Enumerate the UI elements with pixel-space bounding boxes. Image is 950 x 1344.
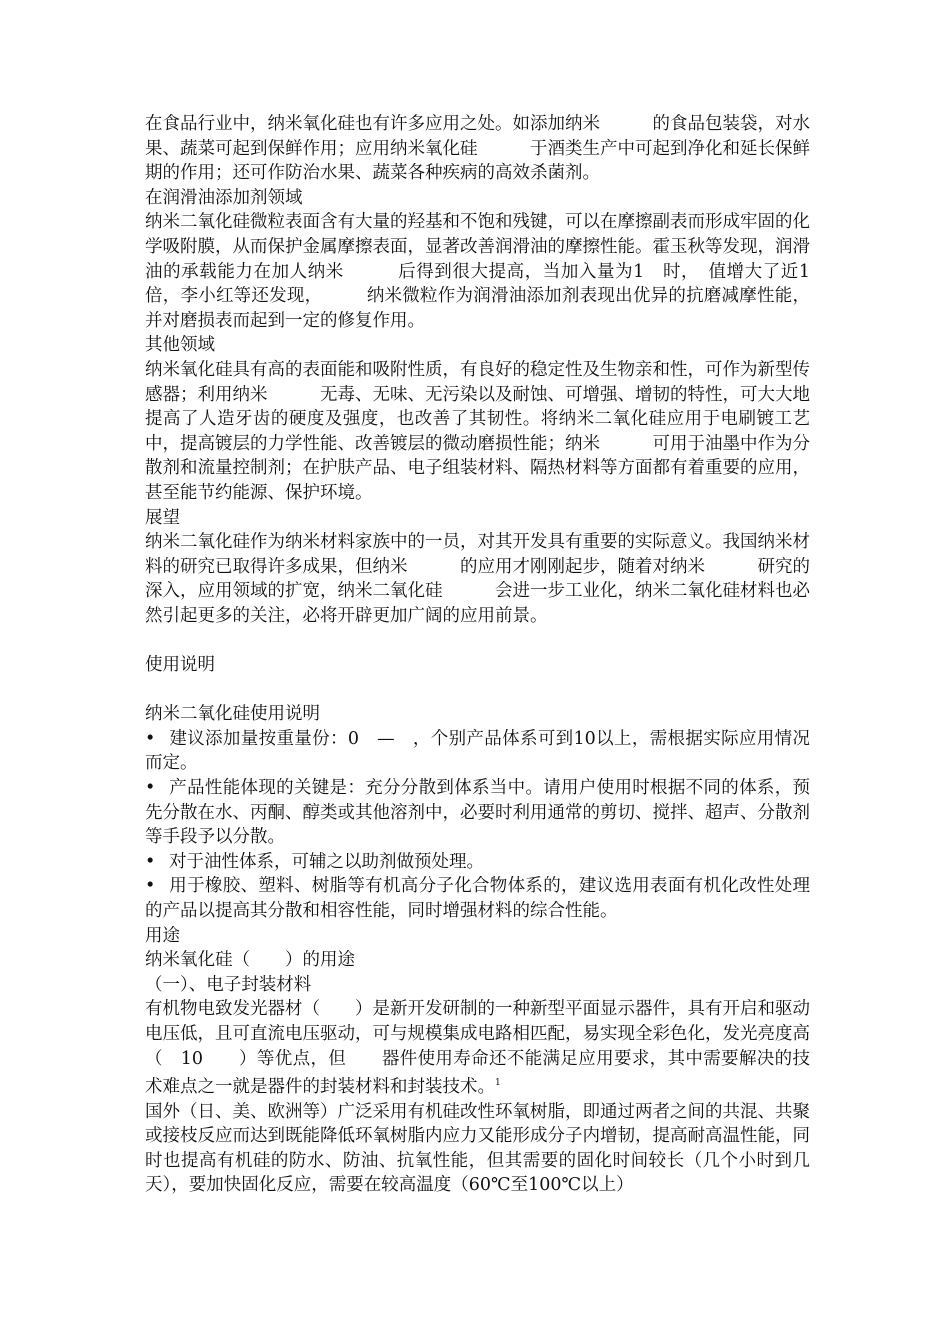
section-heading xyxy=(145,973,810,998)
paragraph xyxy=(145,1100,810,1198)
bullet-text: 用于橡胶、塑料、树脂等有机高分子化合物体系的，建议选用表面有机化改性处理的产品以提高其分散和相容性能，同时增强材料的综合性能。 xyxy=(145,876,810,921)
document-body xyxy=(145,112,810,1198)
paragraph xyxy=(145,358,810,506)
heading-text: 在润滑油添加剂领域 xyxy=(145,187,303,208)
section-heading xyxy=(145,702,810,727)
heading-text: 展望 xyxy=(145,507,180,528)
section-heading xyxy=(145,506,810,531)
heading-text: 用途 xyxy=(145,925,180,946)
blank-line xyxy=(145,678,810,703)
heading-text: （一）、电子封装材料 xyxy=(145,974,312,995)
bullet-list-item xyxy=(145,850,810,875)
bullet-list-item xyxy=(145,727,810,776)
bullet-marker: • xyxy=(145,876,156,897)
blank-line xyxy=(145,628,810,653)
heading-text: 其他领域 xyxy=(145,335,215,356)
section-heading xyxy=(145,186,810,211)
paragraph xyxy=(145,112,810,186)
paragraph-text: 纳米二氧化硅微粒表面含有大量的羟基和不饱和残键，可以在摩擦副表而形成牢固的化学吸附膜，从而保护金属摩擦表面，显著改善润滑油的摩擦性能。霍玉秋等发现，润滑油的承载能力在加人纳米 后得到很大提高，当加入量为1 时， 值增大了近1倍，李小红等还发现， 纳米微粒作为润滑油添加剂表现出优异的抗磨减摩性能，并对磨损表而起到一定的修复作用。 xyxy=(145,212,810,331)
paragraph xyxy=(145,997,810,1099)
section-heading xyxy=(145,948,810,973)
section-heading xyxy=(145,333,810,358)
section-heading xyxy=(145,653,810,678)
heading-text: 使用说明 xyxy=(145,655,215,676)
footnote-marker: 1 xyxy=(495,1078,501,1089)
bullet-list-item xyxy=(145,776,810,850)
paragraph-text: 纳米氧化硅具有高的表面能和吸附性质，有良好的稳定性及生物亲和性，可作为新型传感器；利用纳米 无毒、无味、无污染以及耐蚀、可增强、增韧的特性，可大大地提高了人造牙齿的硬度及强度，也改善了其韧性。将纳米二氧化硅应用于电刷镀工艺中，提高镀层的力学性能、改善镀层的微动磨损性能；纳米 可用于油墨中作为分散剂和流量控制剂；在护肤产品、电子组装材料、隔热材料等方面都有着重要的应用，甚至能节约能源、保护环境。 xyxy=(145,359,810,503)
paragraph-text: 有机物电致发光器材（ ）是新开发研制的一种新型平面显示器件，具有开启和驱动电压低，且可直流电压驱动，可与规模集成电路相匹配，易实现全彩色化，发光亮度高（ 10 ）等优点，但 器件使用寿命还不能满足应用要求，其中需要解决的技术难点之一就是器件的封装材料和封装技术。 xyxy=(145,999,810,1097)
heading-text: 纳米二氧化硅使用说明 xyxy=(145,704,320,725)
bullet-text: 建议添加量按重量份：0 — ，个别产品体系可到10以上，需根据实际应用情况而定。 xyxy=(145,728,810,774)
bullet-marker: • xyxy=(145,778,156,799)
heading-text: 纳米氧化硅（ ）的用途 xyxy=(145,950,355,971)
bullet-text: 产品性能体现的关键是：充分分散到体系当中。请用户使用时根据不同的体系，预先分散在水、丙酮、醇类或其他溶剂中，必要时利用通常的剪切、搅拌、超声、分散剂等手段予以分散。 xyxy=(145,778,810,848)
paragraph xyxy=(145,530,810,628)
bullet-list-item xyxy=(145,874,810,923)
bullet-text: 对于油性体系，可辅之以助剂做预处理。 xyxy=(169,851,484,872)
paragraph-text: 纳米二氧化硅作为纳米材料家族中的一员，对其开发具有重要的实际意义。我国纳米材料的研究已取得许多成果，但纳米 的应用才刚刚起步，随着对纳米 研究的深入，应用领域的扩宽，纳米二氧化硅 会进一步工业化，纳米二氧化硅材料也必然引起更多的关注，必将开辟更加广阔的应用前景。 xyxy=(145,532,810,626)
paragraph xyxy=(145,210,810,333)
bullet-marker: • xyxy=(145,728,156,749)
bullet-marker: • xyxy=(145,851,156,872)
section-heading xyxy=(145,924,810,949)
paragraph-text: 在食品行业中，纳米氧化硅也有许多应用之处。如添加纳米 的食品包装袋，对水果、蔬菜可起到保鲜作用；应用纳米氧化硅 于酒类生产中可起到净化和延长保鲜期的作用；还可作防治水果、蔬菜各种疾病的高效杀菌剂。 xyxy=(145,114,810,184)
paragraph-text: 国外（日、美、欧洲等）广泛采用有机硅改性环氧树脂，即通过两者之间的共混、共聚或接枝反应而达到既能降低环氧树脂内应力又能形成分子内增韧，提高耐高温性能，同时也提高有机硅的防水、防油、抗氧性能，但其需要的固化时间较长（几个小时到几天），要加快固化反应，需要在较高温度（60℃至100℃以上） xyxy=(145,1101,810,1196)
